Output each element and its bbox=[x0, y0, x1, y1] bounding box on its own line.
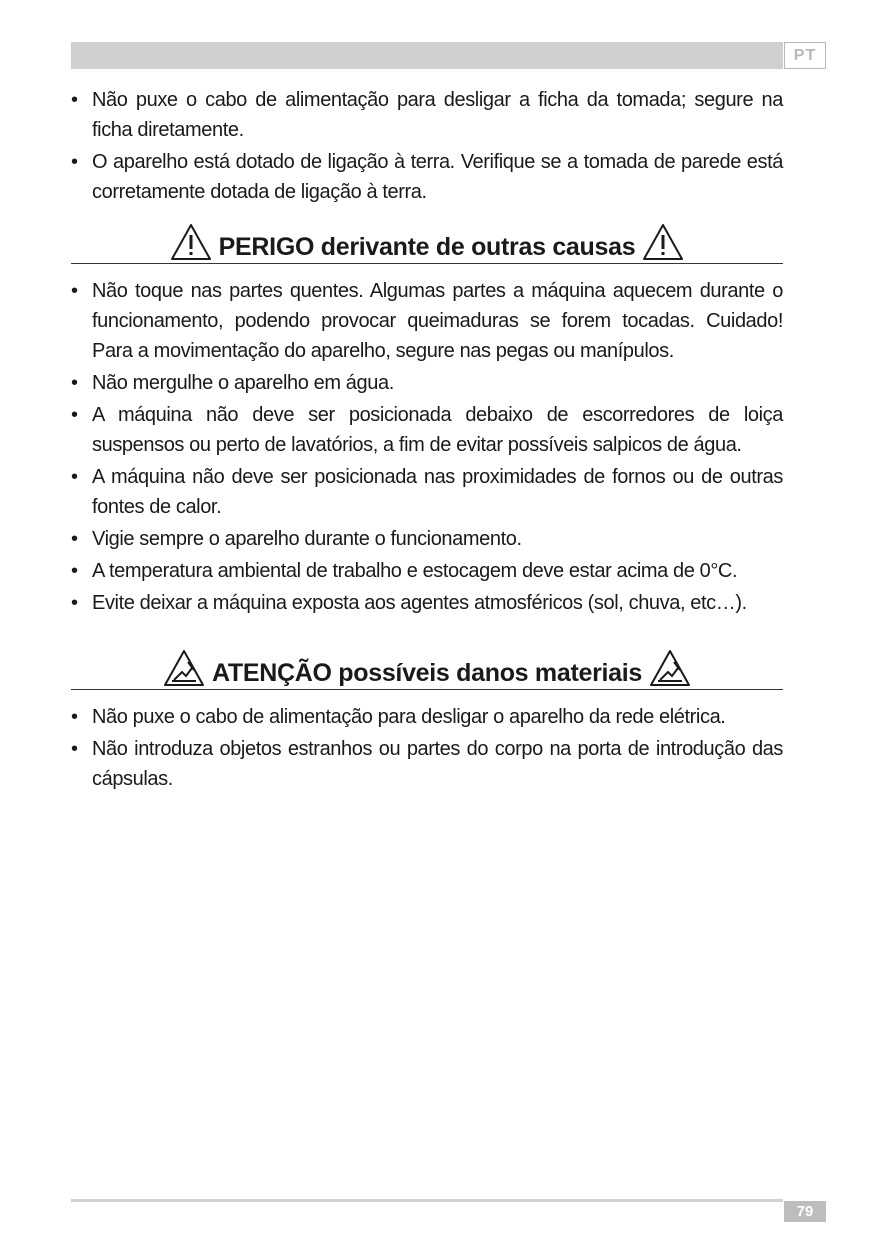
list-item: • Não mergulhe o aparelho em água. bbox=[71, 368, 783, 398]
list-item: • Não introduza objetos estranhos ou partes do corpo na porta de introdução das cápsulas. bbox=[71, 734, 783, 794]
list-item: • A máquina não deve ser posicionada nas proximidades de fornos ou de outras fontes de calor. bbox=[71, 462, 783, 522]
section-heading-danger bbox=[71, 218, 783, 264]
warning-triangle-icon bbox=[169, 222, 213, 262]
list-item: • A máquina não deve ser posicionada debaixo de escorredores de loiça suspensos ou perto de lavatórios, a fim de evitar possíveis salpicos de água. bbox=[71, 400, 783, 460]
danger-list bbox=[71, 276, 783, 620]
section-heading-attention bbox=[71, 644, 783, 690]
list-item: • A temperatura ambiental de trabalho e estocagem deve estar acima de 0°C. bbox=[71, 556, 783, 586]
list-item: • Vigie sempre o aparelho durante o funcionamento. bbox=[71, 524, 783, 554]
attention-list bbox=[71, 702, 783, 796]
section-title: PERIGO derivante de outras causas bbox=[218, 233, 636, 261]
language-badge: PT bbox=[784, 42, 826, 69]
list-item: • O aparelho está dotado de ligação à terra. Verifique se a tomada de parede está corretamente dotada de ligação à terra. bbox=[71, 147, 783, 207]
damage-warning-icon bbox=[648, 648, 692, 688]
warning-triangle-icon bbox=[641, 222, 685, 262]
list-item: • Evite deixar a máquina exposta aos agentes atmosféricos (sol, chuva, etc…). bbox=[71, 588, 783, 618]
list-item: • Não toque nas partes quentes. Algumas partes a máquina aquecem durante o funcionamento, podendo provocar queimaduras se forem tocadas. Cuidado! Para a movimentação do aparelho, segure nas pegas ou manípulos. bbox=[71, 276, 783, 366]
intro-list bbox=[71, 85, 783, 209]
list-item: • Não puxe o cabo de alimentação para desligar o aparelho da rede elétrica. bbox=[71, 702, 783, 732]
list-item: • Não puxe o cabo de alimentação para desligar a ficha da tomada; segure na ficha diretamente. bbox=[71, 85, 783, 145]
footer-rule bbox=[71, 1199, 783, 1202]
page-number: 79 bbox=[784, 1201, 826, 1222]
header-bar bbox=[71, 42, 783, 69]
section-title: ATENÇÃO possíveis danos materiais bbox=[211, 659, 643, 687]
damage-warning-icon bbox=[162, 648, 206, 688]
